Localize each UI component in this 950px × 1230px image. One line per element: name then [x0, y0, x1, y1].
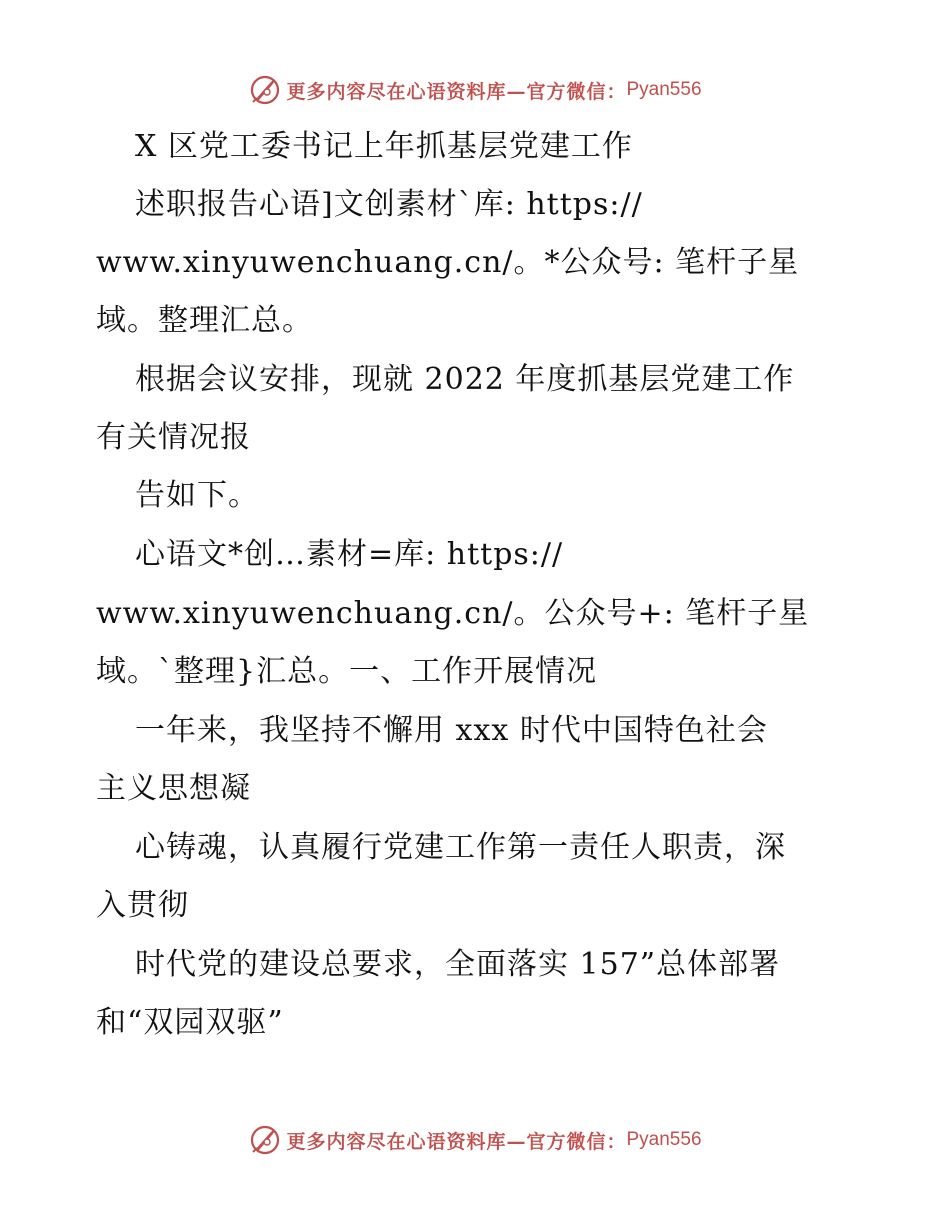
- doc-line: 入贯彻: [96, 888, 189, 923]
- doc-title-line-2: 述职报告心语]文创素材`库: https://: [135, 187, 643, 222]
- doc-line: 告如下。: [135, 478, 259, 513]
- doc-line: 有关情况报: [96, 420, 251, 455]
- doc-line: 心语文*创…素材=库: https://: [135, 537, 564, 572]
- banner-text: 更多内容尽在心语资料库—官方微信：: [286, 80, 627, 103]
- doc-line: 心铸魂，认真履行党建工作第一责任人职责，深: [135, 830, 786, 865]
- doc-line: www.xinyuwenchuang.cn/。公众号+: 笔杆子星: [96, 596, 810, 631]
- doc-line: 域。整理汇总。: [96, 303, 313, 338]
- doc-title-line-1: X 区党工委书记上年抓基层党建工作: [135, 129, 633, 164]
- doc-section-heading-line: 域。`整理}汇总。一、工作开展情况: [96, 654, 598, 689]
- quill-pen-logo-icon: [248, 73, 282, 107]
- doc-line: www.xinyuwenchuang.cn/。*公众号: 笔杆子星: [96, 245, 800, 280]
- banner-text: 更多内容尽在心语资料库—官方微信：: [286, 1130, 627, 1153]
- header-banner: [0, 70, 950, 110]
- banner-wechat-handle: Pyan556: [626, 1129, 702, 1150]
- quill-pen-logo-icon: [248, 1123, 282, 1157]
- doc-line: 和“双园双驱”: [96, 1005, 284, 1040]
- banner-wechat-handle: Pyan556: [626, 79, 702, 100]
- footer-banner: [0, 1120, 950, 1160]
- doc-line: 根据会议安排，现就 2022 年度抓基层党建工作: [135, 362, 795, 397]
- doc-line: 主义思想凝: [96, 771, 251, 806]
- doc-line: 一年来，我坚持不懈用 xxx 时代中国特色社会: [135, 713, 768, 748]
- doc-line: 时代党的建设总要求，全面落实 157”总体部署: [135, 947, 781, 982]
